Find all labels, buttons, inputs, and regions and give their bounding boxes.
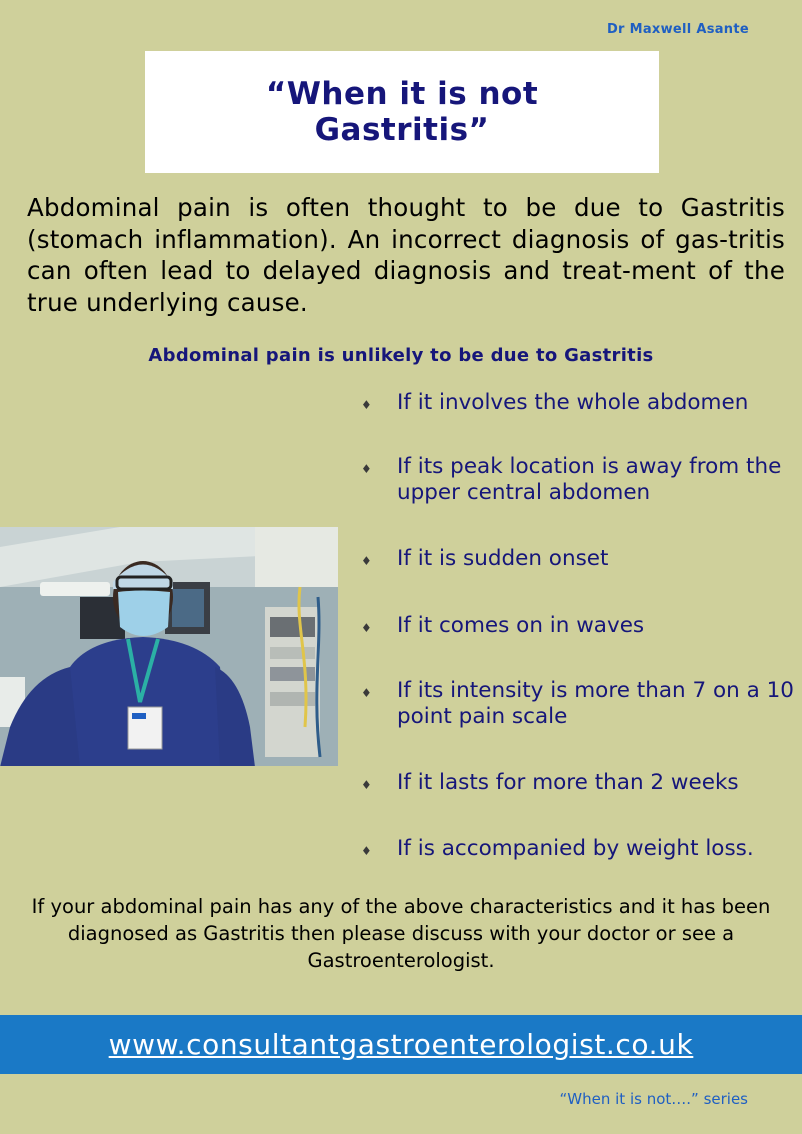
- author-name: Dr Maxwell Asante: [606, 22, 749, 37]
- diamond-bullet-icon: ♦: [361, 621, 372, 635]
- list-item-text: If its peak location is away from the upper central abdomen: [397, 454, 782, 505]
- closing-paragraph: If your abdominal pain has any of the above characteristics and it has been diagnosed as Gastritis then please discuss with your doctor or see a Gastroenterologist.: [31, 895, 771, 972]
- page-title: “When it is not Gastritis”: [265, 76, 539, 148]
- website-link[interactable]: www.consultantgastroenterologist.co.uk: [108, 1028, 694, 1061]
- diamond-bullet-icon: ♦: [361, 462, 372, 476]
- diamond-bullet-icon: ♦: [361, 554, 372, 568]
- diamond-bullet-icon: ♦: [361, 398, 372, 412]
- list-item: [355, 836, 795, 862]
- diamond-bullet-icon: ♦: [361, 778, 372, 792]
- intro-paragraph: Abdominal pain is often thought to be due to Gastritis (stomach inflammation). An incorrect diagnosis of gas-tritis can often lead to delayed diagnosis and treat-ment of the true underlying cause.: [27, 193, 785, 317]
- diamond-bullet-icon: ♦: [361, 844, 372, 858]
- list-item-text: If its intensity is more than 7 on a 10 point pain scale: [397, 678, 794, 729]
- series-label: “When it is not….” series: [559, 1090, 748, 1108]
- diamond-bullet-icon: ♦: [361, 686, 372, 700]
- list-item: [355, 454, 795, 506]
- list-item: [355, 390, 795, 416]
- title-box: [145, 51, 659, 173]
- list-item-text: If it is sudden onset: [397, 546, 609, 571]
- list-item-text: If is accompanied by weight loss.: [397, 836, 754, 861]
- list-item: [355, 770, 795, 796]
- list-item: [355, 678, 795, 730]
- list-item: [355, 613, 795, 639]
- list-item-text: If it comes on in waves: [397, 613, 645, 638]
- list-item: [355, 546, 795, 572]
- list-item-text: If it lasts for more than 2 weeks: [397, 770, 739, 795]
- doctor-photo: [0, 527, 338, 766]
- website-banner: [0, 1015, 802, 1074]
- section-subheading: Abdominal pain is unlikely to be due to Gastritis: [148, 345, 654, 366]
- list-item-text: If it involves the whole abdomen: [397, 390, 749, 415]
